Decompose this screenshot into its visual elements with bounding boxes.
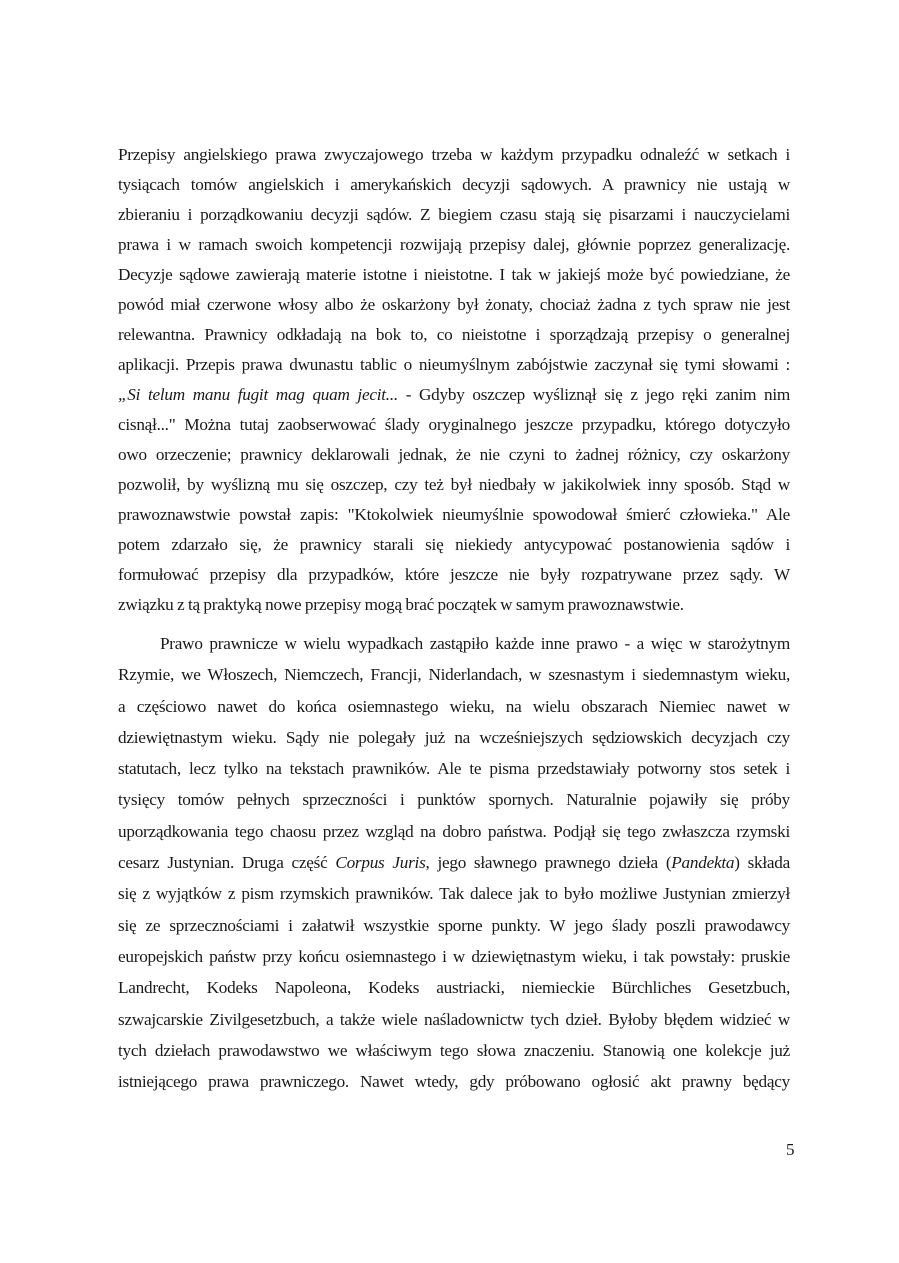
text-line: [118, 941, 790, 972]
text-segment: prawa i w ramach swoich kompetencji rozwijają przepisy dalej, głównie poprzez generalizację.: [118, 235, 790, 254]
text-segment: Prawo prawnicze w wielu wypadkach zastąpiło każde inne prawo - a więc w starożytnym: [160, 634, 790, 653]
text-line: [118, 380, 790, 410]
text-line: [118, 847, 790, 878]
text-line: [118, 320, 790, 350]
text-segment: tysięcy tomów pełnych sprzeczności i punktów spornych. Naturalnie pojawiły się próby: [118, 790, 790, 810]
text-line: [118, 440, 790, 470]
text-line: [118, 753, 790, 784]
italic-text: Corpus Juris: [335, 853, 426, 873]
italic-text: Pandekta: [671, 853, 735, 873]
text-segment: Przepisy angielskiego prawa zwyczajowego trzeba w każdym przypadku odnaleźć w setkach i: [118, 145, 790, 164]
text-line: [118, 200, 790, 230]
text-segment: szwajcarskie Zivilgesetzbuch, a także wiele naśladownictw tych dzieł. Byłoby błędem widzieć w: [118, 1009, 790, 1029]
text-line: [118, 530, 790, 560]
text-line: [118, 500, 790, 530]
page-number: 5: [786, 1140, 795, 1159]
paragraph-2: [118, 628, 790, 1097]
text-line: [118, 350, 790, 380]
italic-text: „Si telum manu fugit mag quam jecit...: [118, 385, 398, 404]
text-segment: Landrecht, Kodeks Napoleona, Kodeks austriacki, niemieckie Bürchliches Gesetzbuch,: [118, 978, 790, 998]
text-line: [118, 972, 790, 1003]
text-segment: związku z tą praktyką nowe przepisy mogą brać początek w samym prawoznawstwie.: [118, 595, 684, 614]
text-segment: relewantna. Prawnicy odkładają na bok to, co nieistotne i sporządzają przepisy o generalnej: [118, 325, 790, 344]
text-segment: pozwolił, by wyślizną mu się oszczep, czy też był niedbały w jakikolwiek inny sposób. Stąd w: [118, 475, 790, 494]
text-segment: się z wyjątków z pism rzymskich prawników. Tak dalece jak to było możliwe Justynian zmierzył: [118, 884, 790, 904]
text-segment: się ze sprzecznościami i załatwił wszystkie sporne punkty. W jego ślady poszli prawodawcy: [118, 915, 790, 935]
text-segment: potem zdarzało się, że prawnicy starali się niekiedy antycypować postanowienia sądów i: [118, 535, 790, 554]
text-line: [118, 140, 790, 170]
text-segment: cisnął..." Można tutaj zaobserwować ślady oryginalnego jeszcze przypadku, którego dotyczyło: [118, 415, 790, 434]
text-segment: powód miał czerwone włosy albo że oskarżony był żonaty, chociaż żadna z tych spraw nie jest: [118, 295, 790, 314]
text-segment: istniejącego prawa prawniczego. Nawet wtedy, gdy próbowano ogłosić akt prawny będący: [118, 1072, 790, 1092]
text-segment: Rzymie, we Włoszech, Niemczech, Francji, Niderlandach, w szesnastym i siedemnastym wieku,: [118, 665, 790, 685]
text-segment: , jego sławnego prawnego dzieła (: [425, 853, 672, 873]
text-segment: tysiącach tomów angielskich i amerykańskich decyzji sądowych. A prawnicy nie ustają w: [118, 175, 790, 194]
text-line: [118, 722, 790, 753]
text-line: [118, 560, 790, 590]
text-segment: cesarz Justynian. Druga część: [118, 853, 336, 873]
text-line: [118, 230, 790, 260]
text-line: [118, 290, 790, 320]
text-segment: formułować przepisy dla przypadków, które jeszcze nie były rozpatrywane przez sądy. W: [118, 565, 790, 584]
text-segment: uporządkowania tego chaosu przez wzgląd na dobro państwa. Podjął się tego zwłaszcza rzymski: [118, 821, 790, 841]
text-line: [118, 1035, 790, 1066]
text-line: [118, 784, 790, 815]
text-line: [118, 410, 790, 440]
text-segment: prawoznawstwie powstał zapis: "Ktokolwiek nieumyślnie spowodował śmierć człowieka." Ale: [118, 505, 790, 524]
text-line: [118, 628, 790, 659]
text-segment: zbieraniu i porządkowaniu decyzji sądów. Z biegiem czasu stają się pisarzami i nauczycielami: [118, 205, 790, 224]
text-line: [118, 816, 790, 847]
text-segment: aplikacji. Przepis prawa dwunastu tablic o nieumyślnym zabójstwie zaczynał się tymi słowami :: [118, 355, 790, 374]
text-line: [118, 910, 790, 941]
text-segment: Decyzje sądowe zawierają materie istotne i nieistotne. I tak w jakiejś może być powiedziane, że: [118, 265, 790, 284]
text-segment: dziewiętnastym wieku. Sądy nie polegały już na wcześniejszych sędziowskich decyzjach czy: [118, 727, 790, 747]
text-line: [118, 470, 790, 500]
text-line: [118, 878, 790, 909]
text-segment: owo orzeczenie; prawnicy deklarowali jednak, że nie czyni to żadnej różnicy, czy oskarżony: [118, 445, 790, 464]
text-line: [118, 691, 790, 722]
text-segment: tych dziełach prawodawstwo we właściwym tego słowa znaczeniu. Stanowią one kolekcje już: [118, 1040, 790, 1060]
text-line: [118, 1066, 790, 1097]
text-segment: a częściowo nawet do końca osiemnastego wieku, na wielu obszarach Niemiec nawet w: [118, 696, 790, 716]
text-segment: statutach, lecz tylko na tekstach prawników. Ale te pisma przedstawiały potworny stos setek i: [118, 759, 790, 779]
text-line: [118, 590, 790, 620]
text-line: [118, 1004, 790, 1035]
paragraph-1: [118, 140, 790, 620]
text-line: [118, 260, 790, 290]
text-segment: - Gdyby oszczep wyśliznął się z jego ręki zanim nim: [397, 385, 790, 404]
text-segment: ) składa: [734, 853, 790, 873]
text-line: [118, 170, 790, 200]
text-line: [118, 659, 790, 690]
text-segment: europejskich państw przy końcu osiemnastego i w dziewiętnastym wieku, i tak powstały: pruskie: [118, 946, 790, 966]
